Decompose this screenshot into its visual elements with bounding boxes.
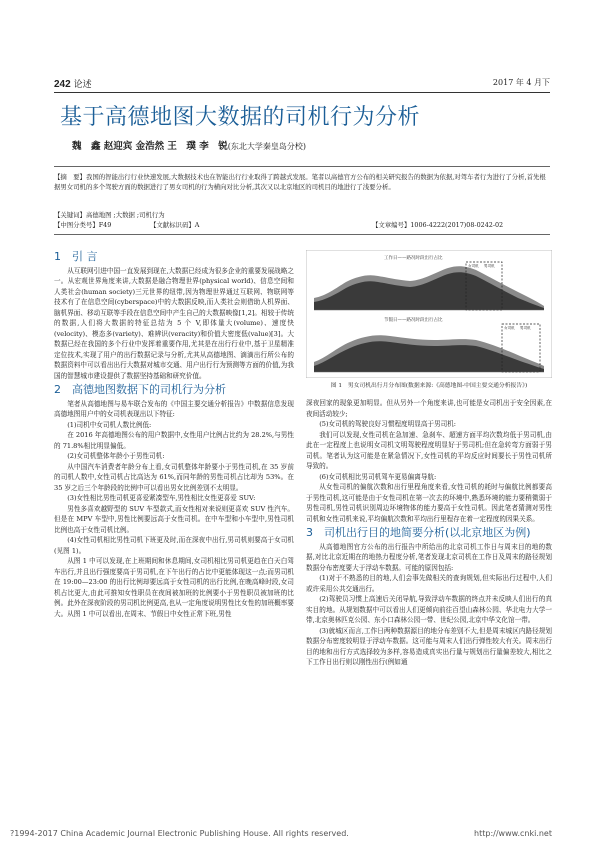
paragraph: (1)对于不熟悉的目的地,人们会事先做相关的查询规划,但实际出行过程中,人们或许采用公共交通出行。 — [306, 574, 552, 593]
subheading: (2)女司机整体年龄小于男性司机: — [67, 452, 165, 460]
page-header-left — [54, 77, 92, 90]
affiliation: (东北大学秦皇岛分校) — [227, 142, 306, 151]
abstract-bottom-rule — [54, 234, 550, 235]
subheading: (1)司机中女司机人数比例低: — [67, 420, 152, 429]
article-number: 【文章编号】1006-4222(2017)08-0242-02 — [372, 221, 504, 229]
panel2-label: 节假日——路况时段出行占比 — [384, 318, 443, 323]
author-line — [72, 138, 306, 152]
panel1-label: 工作日——路况时段出行占比 — [384, 256, 443, 261]
left-column — [54, 248, 294, 619]
abstract: 【摘 要】我国的智能出行行业快速发展,大数据技术也在智能出行行业取得了跨越式发展。笔者以高德官方公布的相关研究报告的数据为依据,对驾车者行为进行了分析,首先根据男女司机的多个驾驶方面的数据进行了男女司机的行为横向对比分析,其次又以北京地区的司机目的地进行了浅要分析。 — [54, 173, 546, 191]
paragraph: 笔者从高德地图与易车联合发布的《中国主要交通分析报告》中数据信息发现高德地图用户中的女司机表现出以下特征: — [54, 399, 294, 418]
page-number: 242 — [54, 79, 71, 90]
clc-number: 【中图分类号】F49 — [54, 221, 112, 229]
subheading: (3)女性相比男性司机更喜爱紧凑型车,男性相比女性更喜爱 SUV: — [67, 494, 256, 502]
legend-male-2: 男司机 — [520, 326, 531, 330]
subheading: (6)女司机相比男司机驾车更易偏离导航: — [319, 472, 437, 481]
copyright-notice: ?1994-2017 China Academic Journal Electronic Publishing House. All rights reserved. — [10, 829, 349, 838]
subheading: (4)女性司机相比男性司机下班更及时,而在深夜中出行,男司机则要高于女司机(见图 1)。 — [54, 536, 294, 555]
paragraph: 从高德地图官方公布的出行报告中所给出的北京司机工作日与周末目的地的数据,对比北京近期在的地热力程度分析,笔者发现北京司机在工作日及周末的路径规划数据分布密度要大于浮动车数据。可能的原因包括: — [306, 542, 552, 572]
footer-link[interactable]: http://www.cnki.net — [474, 829, 552, 838]
header-rule — [54, 92, 550, 93]
legend-male-1: 男司机 — [484, 264, 495, 268]
article-title: 基于高德地图大数据的司机行为分析 — [60, 105, 421, 130]
legend-female-1: 女司机 — [468, 264, 479, 268]
paragraph: 男性多喜欢越野型的 SUV 车型款式,而女性相对来说则更喜欢 SUV 性汽车。但是在 MPV 车型中,男性比例要远高于女性司机。在中车型和小车型中,男性司机比例也高于女性司机比例。 — [54, 504, 294, 534]
paragraph: 我们可以发现,女性司机在急加速、急刹车、超速方面平均次数均低于男司机,由此在一定程度上也说明女司机文明驾驶程度明显好于男司机;但在急转弯方面弱于男司机。笔者认为这可能是在紧急情况下,女性司机的平均反应时间要长于男性司机所导致的。 — [306, 430, 552, 470]
section-heading-intro: 1 引 言 — [54, 250, 98, 263]
author-names: 魏 鑫 赵迎宾 金浩然 王 璞 李 锐 — [72, 141, 228, 152]
section-heading-2: 2 高德地图数据下的司机行为分析 — [54, 383, 226, 396]
figure-caption: 图 1 男女司机出行月分布图(数据来源:《高德地图-中国主要交通分析报告》) — [330, 383, 528, 389]
section-label: 论述 — [73, 80, 92, 90]
paragraph: 深夜回家的现象更加明显。但从另外一个角度来讲,也可能是女司机出于安全因素,在夜间活动较少; — [306, 399, 552, 418]
paragraph: 从女性司机的偏航次数和出行里程角度来看,女性司机的耗时与偏航比例都要高于男性司机,这可能是由于女性司机在第一次去的环境中,熟悉环境的能力要稍微弱于男性司机,男性司机识别周边环境物体的能力要高于女性司机。因此笔者猜测对男性司机和女性司机来说,平均偏航次数和平均出行里程存在着一定程度的因果关系。 — [306, 483, 552, 523]
issue-date: 2017 年 4 月下 — [492, 78, 550, 87]
paragraph: (3)就城区而言,工作日两种数据源目的地分布差别不大,但是周末城区内路径规划数据分布密度较明显于浮动车数据。这可能与周末人们出行弹性较大有关。周末出行目的地和出行方式选择较为多样,容易造成真实出行量与规划出行量偏差较大,相比之下工作日出行则以刚性出行(例如通 — [306, 626, 552, 666]
paragraph: 在 2016 年高德地图公布的用户数据中,女性用户比例占比约为 28.2%,与男性的 71.8%相比明显偏低。 — [54, 431, 294, 450]
paragraph: 从互联网引进中国一直发展到现在,大数据已经成为很多企业的重要发展战略之一。从宏观世界角度来讲,大数据是融合物理世界(physical world)、信息空间和人类社会(human society)三元世界的纽带,因为物理世界通过互联网、物联网等技术有了在信息空间(cyberspace)中的大数据反映,而人类社会则借助人机界面、脑机界面、移动互联等手段在信息空间中产生自己的大数据映像[1,2]。相较于传统的数据,人们将大数据的特征总结为 5 个 V,即体量大(volume)、速度快(velocity)、模态多(variety)、难辨识(veracity)和价值大密度低(value)[3]。大数据已经在我国的多个行业中发挥着重要作用,尤其是在出行行业中,基于卫星精准定位技术,实现了用户的出行数据记录与分析,尤其从高德地图、滴滴出行所公布的数据资料中可以看出出行大数据对城市交通、用户出行行为预测等方面的价值,为我国的智慧城市建设提供了数据坚持基础和研究价值。 — [54, 266, 294, 380]
paragraph: (2)驾驶员习惯上高速后关闭导航,导致浮动车数据的终点并未反映人们出行的真实目的地。从规划数据中可以看出人们更倾向前往百望山森林公园、华北电力大学一带,北京奥林匹克公园、东小口森林公园一带、世纪公园,北京中华文化馆一带。 — [306, 595, 552, 624]
abstract-top-rule — [54, 166, 550, 167]
subheading: (5)女司机的驾驶良好习惯程度明显高于男司机: — [319, 420, 457, 428]
section-heading-3: 3 司机出行目的地简要分析(以北京地区为例) — [306, 526, 531, 539]
paragraph: 从中国汽车消费者年龄分布上看,女司机整体年龄要小于男性司机,在 35 岁前的司机人数中,女性司机占比高达为 61%,而同年龄的男性司机占比却为 53%。在 35 岁之后三个年龄段的比例中可以看出男女比例差别不太明显。 — [54, 462, 294, 492]
document-code: 【文献标识码】A — [150, 221, 200, 229]
right-column — [306, 398, 552, 668]
legend-female-2: 女司机 — [504, 326, 515, 330]
paragraph: 从图 1 中可以发现,在上班期间和休息期间,女司机相比男司机更趋在白天白驾车出行,并且出行强度要高于男司机,在下午出行的占比中更能体现这一点;而男司机在 19:00—23:00 的出行比例却要远高于女性司机的出行比例,在晚高峰时段,女司机占比更大,由此可推知女性职员在夜间被加班的比例要小于男性职员被加班的比例。此外在深夜阶段的男司机比例更高,也从一定角度说明男性比女性的加班概率要大。从图 1 中可以看出,在周末、节假日中女性正常下班,男性 — [54, 557, 294, 618]
keywords: 【关键词】高德地图 ;大数据 ;司机行为 — [54, 211, 165, 219]
figure-1 — [306, 250, 552, 378]
